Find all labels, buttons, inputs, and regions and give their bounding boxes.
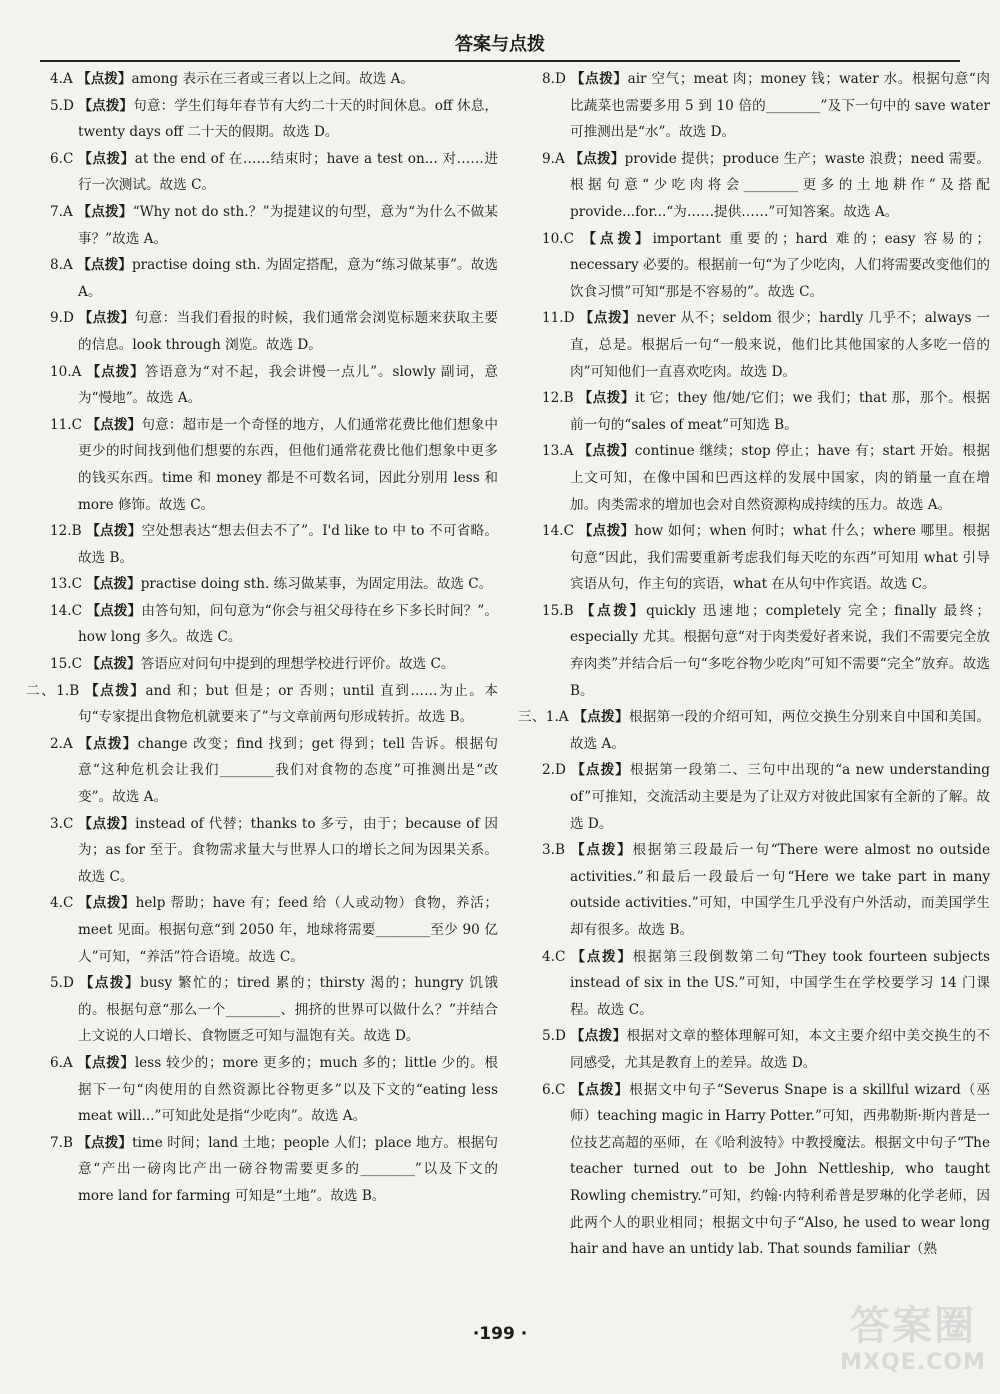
explanation-text: important 重要的；hard 难的；easy 容易的；necessary 必要的。根据前一句“为了少吃肉，人们将需要改变他们的饮食习惯”可知“那是不容易的”。故选 C。: [570, 230, 991, 300]
explanation-text: change 改变；find 找到；get 得到；tell 告诉。根据句意“这种危机会让我们________我们对食物的态度”可推测出是“改变”。故选 A。: [78, 735, 499, 806]
answer-item: [542, 1077, 990, 1263]
answer-number: 9.D: [50, 310, 79, 327]
answer-item: [542, 598, 990, 704]
explanation-text: 根据第一段第二、三句中出现的“a new understanding of”可推知，交流活动主要是为了让双方对彼此国家有全新的了解。故选 D。: [570, 762, 990, 832]
answer-number: 13.C: [50, 576, 87, 593]
hint-tag: 【点拨】: [578, 443, 635, 460]
explanation-text: 句意：超市是一个奇怪的地方，人们通常花费比他们想象中更少的时间找到他们想要的东西，但他们通常花费比他们想象中更多的钱买东西。time 和 money 都是不可数名词，因此分别用 less 和 more 修饰。故选 C。: [78, 416, 499, 513]
explanation-text: air 空气；meat 肉；money 钱；water 水。根据句意“肉比蔬菜也需要多用 5 到 10 倍的________”及下一句中的 save water 可推测出是“水”。故选 D。: [570, 71, 990, 141]
answer-number: 二、1.B: [26, 682, 86, 699]
answer-number: 15.B: [542, 602, 581, 619]
explanation-text: 根据文中句子“Severus Snape is a skillful wizard（巫师）teaching magic in Harry Potter.”可知，西弗勒斯·斯内普是一位技艺高超的巫师，在《哈利波特》中教授魔法。根据文中句子“The teacher turned out to be John Nettleship, who taught Rowling chemistry.”可知，约翰·内特利希普是罗琳的化学老师，因此两个人的职业相同；根据文中句子“Also, he used to wear long hair and have an untidy lab. That sounds familiar（熟: [570, 1081, 990, 1258]
explanation-text: continue 继续；stop 停止；have 有；start 开始。根据上文可知，在像中国和巴西这样的发展中国家，肉的销量一直在增加。肉类需求的增加也会对自然资源构成持续的压力。故选 A。: [570, 443, 991, 513]
answer-number: 4.C: [542, 948, 572, 965]
answer-item: [542, 1023, 990, 1076]
explanation-text: 根据第三段最后一句“There were almost no outside activities.”和最后一段最后一句“Here we take part in many outside activities.”可知，中国学生几乎没有户外活动，而美国学生却有很多。故选 B。: [570, 842, 991, 938]
hint-tag: 【点拨】: [77, 1134, 133, 1151]
hint-tag: 【点拨】: [79, 975, 141, 992]
answer-number: 6.C: [542, 1081, 571, 1098]
answer-item: [50, 731, 498, 811]
hint-tag: 【点拨】: [86, 602, 142, 619]
watermark-url: MXQE.COM: [840, 1350, 986, 1375]
answer-number: 14.C: [542, 523, 579, 540]
answer-item: [50, 252, 498, 305]
answer-number: 7.A: [50, 203, 78, 220]
explanation-text: 答语意为“对不起，我会讲慢一点儿”。slowly 副词，意为“慢地”。故选 A。: [78, 363, 499, 407]
answer-number: 12.B: [50, 523, 87, 540]
explanation-text: practise doing sth. 为固定搭配，意为“练习做某事”。故选 A。: [78, 257, 499, 300]
answer-item: [542, 66, 990, 146]
answer-item: [50, 305, 498, 358]
hint-tag: 【点拨】: [86, 576, 141, 593]
hint-tag: 【点拨】: [86, 656, 141, 673]
answer-number: 7.B: [50, 1134, 78, 1151]
answer-number: 3.B: [542, 842, 572, 859]
answer-item: [50, 518, 498, 571]
hint-tag: 【点拨】: [78, 815, 136, 832]
explanation-text: it 它；they 他/她/它们；we 我们；that 那，那个。根据前一句的“sales of meat”可知选 B。: [570, 390, 990, 433]
page-number: ·199 ·: [472, 1324, 528, 1344]
explanation-text: 句意：当我们看报的时候，我们通常会浏览标题来获取主要的信息。look through 浏览。故选 D。: [78, 310, 499, 353]
answer-number: 9.A: [542, 150, 570, 167]
answer-item: [50, 811, 498, 891]
explanation-text: busy 繁忙的；tired 累的；thirsty 渴的；hungry 饥饿的。根据句意“那么一个________、拥挤的世界可以做什么？”并结合上文说的人口增长、食物匮乏可知与温饱有关。故选 D。: [78, 975, 499, 1045]
hint-tag: 【点拨】: [571, 762, 630, 779]
explanation-text: 空处想表达“想去但去不了”。I'd like to 中 to 不可省略。故选 B。: [78, 523, 498, 566]
answer-item: [26, 678, 498, 731]
answer-item: [50, 66, 498, 93]
hint-tag: 【点拨】: [78, 310, 135, 327]
answer-item: [50, 359, 498, 412]
hint-tag: 【点拨】: [571, 842, 633, 859]
explanation-text: at the end of 在……结束时；have a test on... 对……进行一次测试。故选 C。: [78, 150, 498, 194]
answer-item: [542, 837, 990, 943]
hint-tag: 【点拨】: [570, 1081, 630, 1098]
answer-item: [542, 438, 990, 518]
hint-tag: 【点拨】: [86, 416, 142, 433]
hint-tag: 【点拨】: [580, 602, 647, 619]
answer-item: [50, 412, 498, 518]
answer-number: 14.C: [50, 602, 87, 619]
explanation-text: instead of 代替；thanks to 多亏，由于；because of 因为；as for 至于。食物需求量大与世界人口的增长之间为因果关系。故选 C。: [78, 815, 498, 885]
answer-number: 6.C: [50, 150, 79, 167]
hint-tag: 【点拨】: [86, 363, 145, 380]
explanation-text: provide 提供；produce 生产；waste 浪费；need 需要。根据句意“少吃肉将会________更多的土地耕作”及搭配 provide...for...“为……提供……”可知答案。故选 A。: [570, 150, 991, 220]
hint-tag: 【点拨】: [78, 150, 135, 167]
answer-number: 3.C: [50, 815, 79, 832]
explanation-text: 根据第三段倒数第二句“They took fourteen subjects instead of six in the US.”可知，中国学生在学校要学习 14 门课程。故选 C。: [570, 948, 990, 1018]
hint-tag: 【点拨】: [582, 230, 653, 247]
explanation-text: quickly 迅速地；completely 完全；finally 最终；especially 尤其。根据句意“对于肉类爱好者来说，我们不需要完全放弃肉类”并结合后一句“多吃谷物少吃肉”可知不需要“完全”放弃。故选 B。: [570, 602, 990, 699]
answer-number: 6.A: [50, 1054, 78, 1071]
explanation-text: help 帮助；have 有；feed 给（人或动物）食物，养活；meet 见面。根据句意“到 2050 年，地球将需要________至少 90 亿人”可知，“养活”符合语境。故选 C。: [78, 895, 499, 965]
answer-item: [50, 1130, 498, 1210]
hint-tag: 【点拨】: [85, 682, 146, 699]
hint-tag: 【点拨】: [77, 71, 132, 87]
answer-item: [50, 199, 498, 252]
answer-number: 13.A: [542, 443, 579, 460]
answer-item: [542, 146, 990, 226]
answer-number: 三、1.A: [518, 709, 574, 726]
hint-tag: 【点拨】: [571, 948, 633, 965]
explanation-text: 句意：学生们每年春节有大约二十天的时间休息。off 休息，twenty days off 二十天的假期。故选 D。: [78, 97, 498, 141]
answer-number: 8.D: [542, 71, 571, 87]
answer-item: [542, 305, 990, 385]
answer-item: [542, 385, 990, 438]
answer-number: 4.A: [50, 71, 78, 87]
explanation-text: 由答句知，问句意为“你会与祖父母待在乡下多长时间？”。how long 多久。故选 C。: [78, 602, 499, 646]
hint-tag: 【点拨】: [77, 203, 133, 220]
explanation-text: “Why not do sth.？”为提建议的句型，意为“为什么不做某事？”故选 A。: [78, 203, 499, 247]
hint-tag: 【点拨】: [569, 150, 625, 167]
explanation-text: never 从不；seldom 很少；hardly 几乎不；always 一直，总是。根据后一句“一般来说，他们比其他国家的人多吃一倍的肉”可知他们一直喜欢吃肉。故选 D。: [570, 310, 991, 380]
explanation-text: practise doing sth. 练习做某事，为固定用法。故选 C。: [140, 576, 493, 593]
explanation-text: less 较少的；more 更多的；much 多的；little 少的。根据下一句“肉使用的自然资源比谷物更多”以及下文的“eating less meat will...”可知此处是指“少吃肉”。故选 A。: [78, 1054, 499, 1125]
answer-number: 10.C: [542, 230, 583, 247]
hint-tag: 【点拨】: [570, 1028, 627, 1045]
answer-number: 8.A: [50, 257, 78, 274]
answer-item: [542, 944, 990, 1024]
answer-number: 2.D: [542, 762, 572, 779]
watermark-text: 答案圈: [850, 1303, 976, 1349]
answer-item: [50, 1050, 498, 1130]
answer-item: [518, 704, 990, 757]
right-column: [518, 66, 991, 1263]
answer-number: 11.C: [50, 416, 87, 433]
answer-item: [50, 571, 498, 598]
answer-number: 2.A: [50, 735, 79, 752]
header-rule: [40, 60, 960, 62]
answer-number: 5.D: [50, 975, 80, 992]
answer-item: [542, 226, 990, 306]
answer-number: 5.D: [50, 97, 79, 114]
answer-item: [50, 598, 498, 651]
left-column: [26, 66, 499, 1210]
answer-item: [50, 651, 498, 678]
explanation-text: among 表示在三者或三者以上之间。故选 A。: [131, 71, 415, 87]
explanation-text: how 如何；when 何时；what 什么；where 哪里。根据句意“因此，我们需要重新考虑我们每天吃的东西”可知用 what 引导宾语从句，作主句的宾语，what 在从句中作宾语。故选 C。: [570, 523, 991, 593]
answer-item: [50, 970, 498, 1050]
answer-number: 4.C: [50, 895, 79, 912]
page-header-title: 答案与点拨: [455, 34, 545, 55]
answer-number: 12.B: [542, 390, 579, 407]
answer-number: 5.D: [542, 1028, 571, 1045]
hint-tag: 【点拨】: [573, 709, 629, 726]
watermark-logo: [838, 1302, 988, 1384]
hint-tag: 【点拨】: [578, 523, 635, 540]
explanation-text: and 和；but 但是；or 否则；until 直到……为止。本句“专家提出食物危机就要来了”与文章前两句形成转折。故选 B。: [78, 682, 499, 726]
answer-item: [542, 757, 990, 837]
hint-tag: 【点拨】: [86, 523, 142, 540]
explanation-text: 根据第一段的介绍可知，两位交换生分别来自中国和美国。故选 A。: [570, 709, 991, 752]
hint-tag: 【点拨】: [78, 97, 134, 114]
hint-tag: 【点拨】: [78, 735, 138, 752]
answer-item: [542, 518, 990, 598]
hint-tag: 【点拨】: [77, 257, 132, 274]
hint-tag: 【点拨】: [578, 390, 635, 407]
explanation-text: time 时间；land 土地；people 人们；place 地方。根据句意“产出一磅肉比产出一磅谷物需要更多的________”以及下文的 more land for farming 可知是“土地”。故选 B。: [78, 1134, 499, 1204]
hint-tag: 【点拨】: [77, 1054, 135, 1071]
hint-tag: 【点拨】: [78, 895, 136, 912]
explanation-text: 答语应对问句中提到的理想学校进行评价。故选 C。: [140, 656, 455, 673]
answer-item: [50, 93, 498, 146]
answer-item: [50, 146, 498, 199]
hint-tag: 【点拨】: [570, 71, 628, 87]
answer-number: 11.D: [542, 310, 580, 327]
answer-item: [50, 890, 498, 970]
answer-number: 10.A: [50, 363, 87, 380]
answer-number: 15.C: [50, 656, 87, 673]
explanation-text: 根据对文章的整体理解可知，本文主要介绍中美交换生的不同感受，尤其是教育上的差异。故选 D。: [570, 1028, 991, 1071]
hint-tag: 【点拨】: [579, 310, 637, 327]
